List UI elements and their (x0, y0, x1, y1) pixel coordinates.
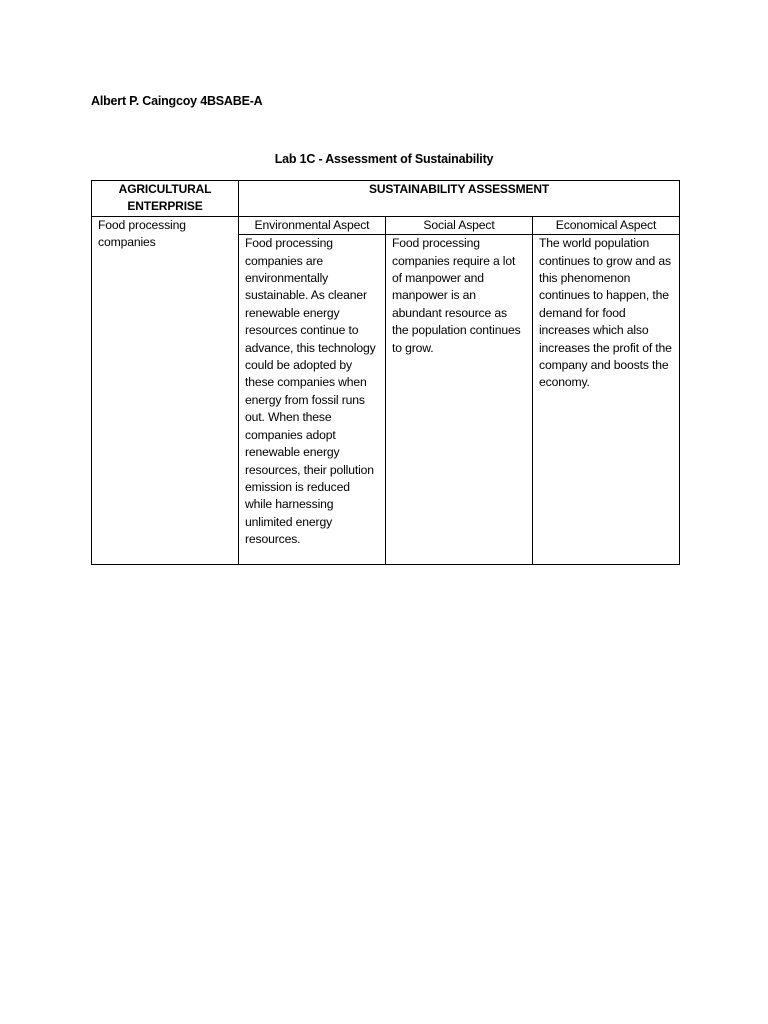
subheader-economical: Economical Aspect (533, 216, 680, 234)
economical-cell: The world population continues to grow and as this phenomenon continues to happen, the demand for food increases which also increases the profit of the company and boosts the economy. (533, 235, 680, 565)
environmental-cell: Food processing companies are environmentally sustainable. As cleaner renewable energy resources continue to advance, this technology could be adopted by these companies when energy from fossil runs out. When these companies adopt renewable energy resources, their pollution emission is reduced while harnessing unlimited energy resources. (239, 235, 386, 565)
social-cell: Food processing companies require a lot of manpower and manpower is an abundant resource as the population continues to grow. (386, 235, 533, 565)
header-sustainability-assessment: SUSTAINABILITY ASSESSMENT (239, 181, 680, 217)
enterprise-cell: Food processing companies (92, 216, 239, 564)
subheader-social: Social Aspect (386, 216, 533, 234)
header-agricultural-enterprise: AGRICULTURAL ENTERPRISE (92, 181, 239, 217)
author-line: Albert P. Caingcoy 4BSABE-A (91, 94, 263, 108)
table-subheader-row (92, 216, 680, 234)
document-title: Lab 1C - Assessment of Sustainability (274, 152, 494, 166)
subheader-environmental: Environmental Aspect (239, 216, 386, 234)
sustainability-table (91, 180, 680, 565)
